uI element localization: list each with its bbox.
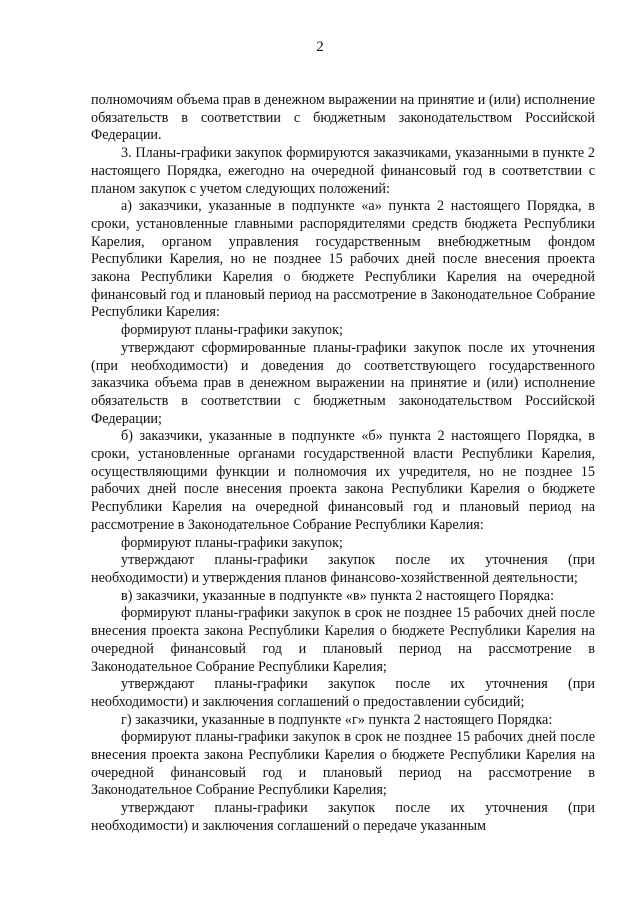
document-body <box>91 92 595 836</box>
paragraph-6: б) заказчики, указанные в подпункте «б» пункта 2 настоящего Порядка, в сроки, установленные органами государственной власти Республики Карелия, осуществляющими функции и полномочия их учредителя, но не позднее 15 рабочих дней после внесения проекта закона Республики Карелия о бюджете Республики Карелия на очередной финансовый год и плановый период на рассмотрение в Законодательное Собрание Республики Карелия: <box>91 428 595 533</box>
paragraph-4: формируют планы-графики закупок; <box>121 322 343 339</box>
paragraph-8: утверждают планы-графики закупок после их уточнения (при необходимости) и утверждения планов финансово-хозяйственной деятельности; <box>91 552 595 586</box>
paragraph-3: а) заказчики, указанные в подпункте «а» пункта 2 настоящего Порядка, в сроки, установленные главными распорядителями средств бюджета Республики Карелия, органом управления государственным внебюджетным фондом Республики Карелия, но не позднее 15 рабочих дней после внесения проекта закона Республики Карелия о бюджете Республики Карелия на очередной финансовый год и плановый период на рассмотрение в Законодательное Собрание Республики Карелия: <box>91 198 595 321</box>
paragraph-5: утверждают сформированные планы-графики закупок после их уточнения (при необходимости) и доведения до соответствующего государственного заказчика объема прав в денежном выражении на принятие и (или) исполнение обязательств в соответствии с бюджетным законодательством Российской Федерации; <box>91 339 595 427</box>
paragraph-2: 3. Планы-графики закупок формируются заказчиками, указанными в пункте 2 настоящего Порядка, ежегодно на очередной финансовый год в соответствии с планом закупок с учетом следующих положений: <box>91 145 595 197</box>
paragraph-7: формируют планы-графики закупок; <box>121 534 343 551</box>
paragraph-1: полномочиям объема прав в денежном выражении на принятие и (или) исполнение обязательств в соответствии с бюджетным законодательством Российской Федерации. <box>91 92 595 144</box>
paragraph-14: утверждают планы-графики закупок после их уточнения (при необходимости) и заключения соглашений о передаче указанным <box>91 800 595 834</box>
paragraph-10: формируют планы-графики закупок в срок не позднее 15 рабочих дней после внесения проекта закона Республики Карелия о бюджете Республики Карелия на очередной финансовый год и плановый период на рассмотрение в Законодательное Собрание Республики Карелия; <box>91 605 595 675</box>
paragraph-12: г) заказчики, указанные в подпункте «г» пункта 2 настоящего Порядка: <box>121 711 553 728</box>
page-number: 2 <box>316 39 324 55</box>
paragraph-11: утверждают планы-графики закупок после их уточнения (при необходимости) и заключения соглашений о предоставлении субсидий; <box>91 676 595 710</box>
paragraph-13: формируют планы-графики закупок в срок не позднее 15 рабочих дней после внесения проекта закона Республики Карелия о бюджете Республики Карелия на очередной финансовый год и плановый период на рассмотрение в Законодательное Собрание Республики Карелия; <box>91 729 595 799</box>
paragraph-9: в) заказчики, указанные в подпункте «в» пункта 2 настоящего Порядка: <box>121 587 555 604</box>
